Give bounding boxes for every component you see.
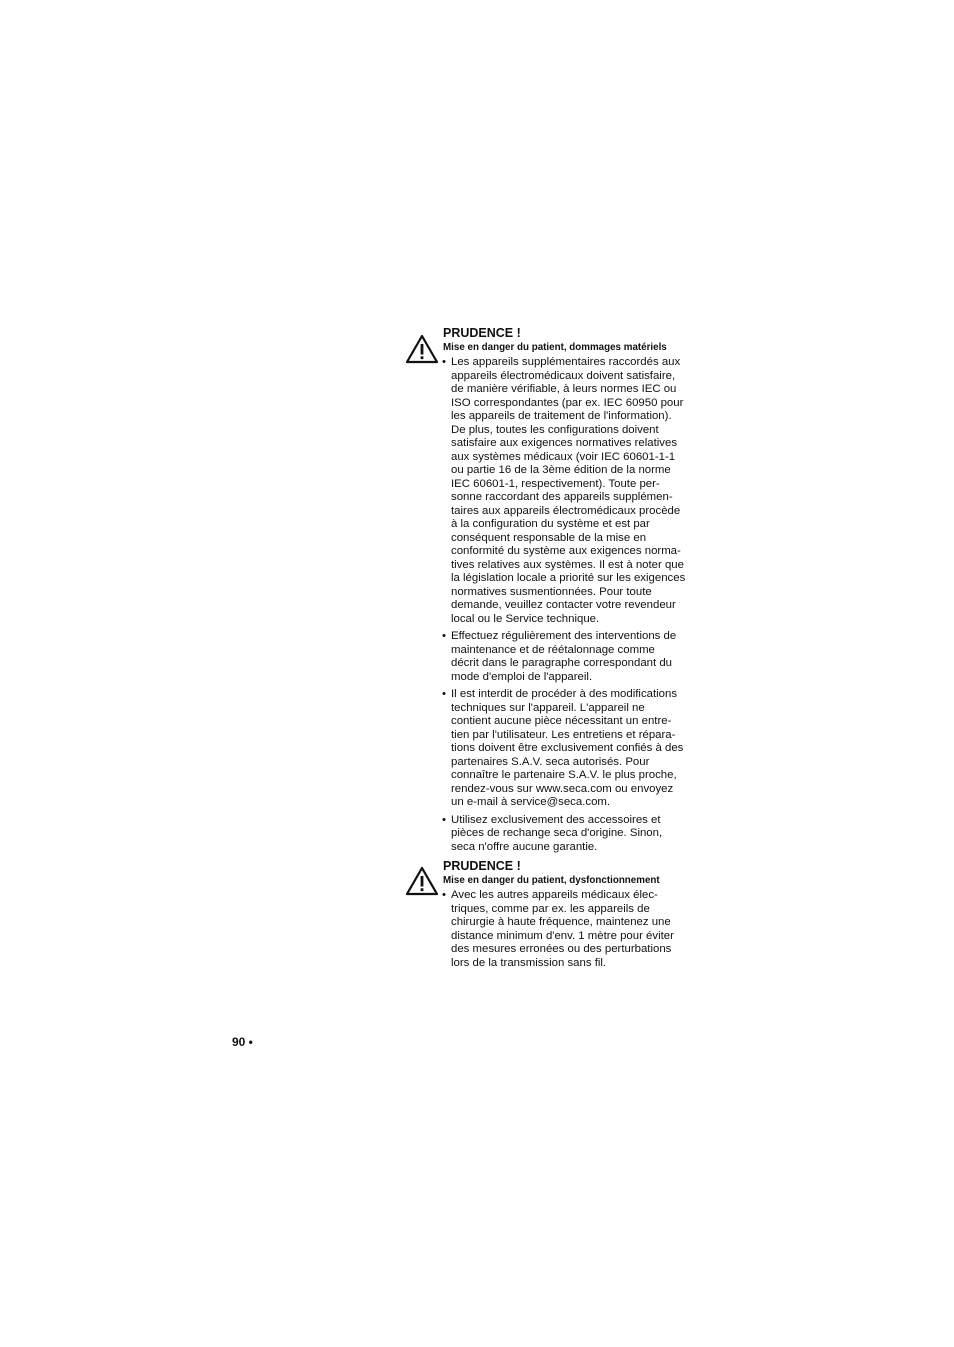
list-item: • Utilisez exclusivement des accessoires et pièces de rechange seca d'origine. Sinon, seca n'offre aucune garantie.	[443, 814, 700, 855]
warning-triangle-icon	[405, 866, 439, 896]
warning-subtitle: Mise en danger du patient, dommages matériels	[443, 342, 667, 353]
warning-subtitle: Mise en danger du patient, dysfonctionnement	[443, 875, 660, 886]
warning-triangle-icon	[405, 334, 439, 364]
list-item: • Effectuez régulièrement des interventions de maintenance et de réétalonnage comme décrit dans le paragraphe correspondant du mode d'emploi de l'appareil.	[443, 630, 700, 684]
page-number: 90 •	[232, 1035, 253, 1049]
warning-title: PRUDENCE !	[443, 859, 521, 873]
warning-block-2	[405, 859, 700, 974]
list-item: • Avec les autres appareils médicaux élec- triques, comme par ex. les appareils de chirurgie à haute fréquence, maintenez une distance minimum d'env. 1 mètre pour éviter des mesures erronées ou des perturbations lors de la transmission sans fil.	[443, 889, 700, 970]
warning-bullet-list	[443, 356, 700, 854]
list-item: • Il est interdit de procéder à des modifications techniques sur l'appareil. L'appareil ne contient aucune pièce nécessitant un entre- tien par l'utilisateur. Les entretiens et répara- tions doivent être exclusivement confiés à des partenaires S.A.V. seca autorisés. Pour connaître le partenaire S.A.V. le plus proche, rendez-vous sur www.seca.com ou envoyez un e-mail à service@seca.com.	[443, 688, 700, 810]
warning-bullet-list	[443, 889, 700, 970]
warning-title: PRUDENCE !	[443, 326, 521, 340]
list-item: • Les appareils supplémentaires raccordés aux appareils électromédicaux doivent satisfaire, de manière vérifiable, à leurs normes IEC ou ISO correspondantes (par ex. IEC 60950 pour les appareils de traitement de l'information). De plus, toutes les configurations doivent satisfaire aux exigences normatives relatives aux systèmes médicaux (voir IEC 60601-1-1 ou partie 16 de la 3ème édition de la norme IEC 60601-1, respectivement). Toute per- sonne raccordant des appareils supplémen- taires aux appareils électromédicaux procède à la configuration du système et est par conséquent responsable de la mise en conformité du système aux exigences norma- tives relatives aux systèmes. Il est à noter que la législation locale a priorité sur les exigences normatives susmentionnées. Pour toute demande, veuillez contacter votre revendeur local ou le Service technique.	[443, 356, 700, 626]
warning-block-1	[405, 326, 700, 858]
